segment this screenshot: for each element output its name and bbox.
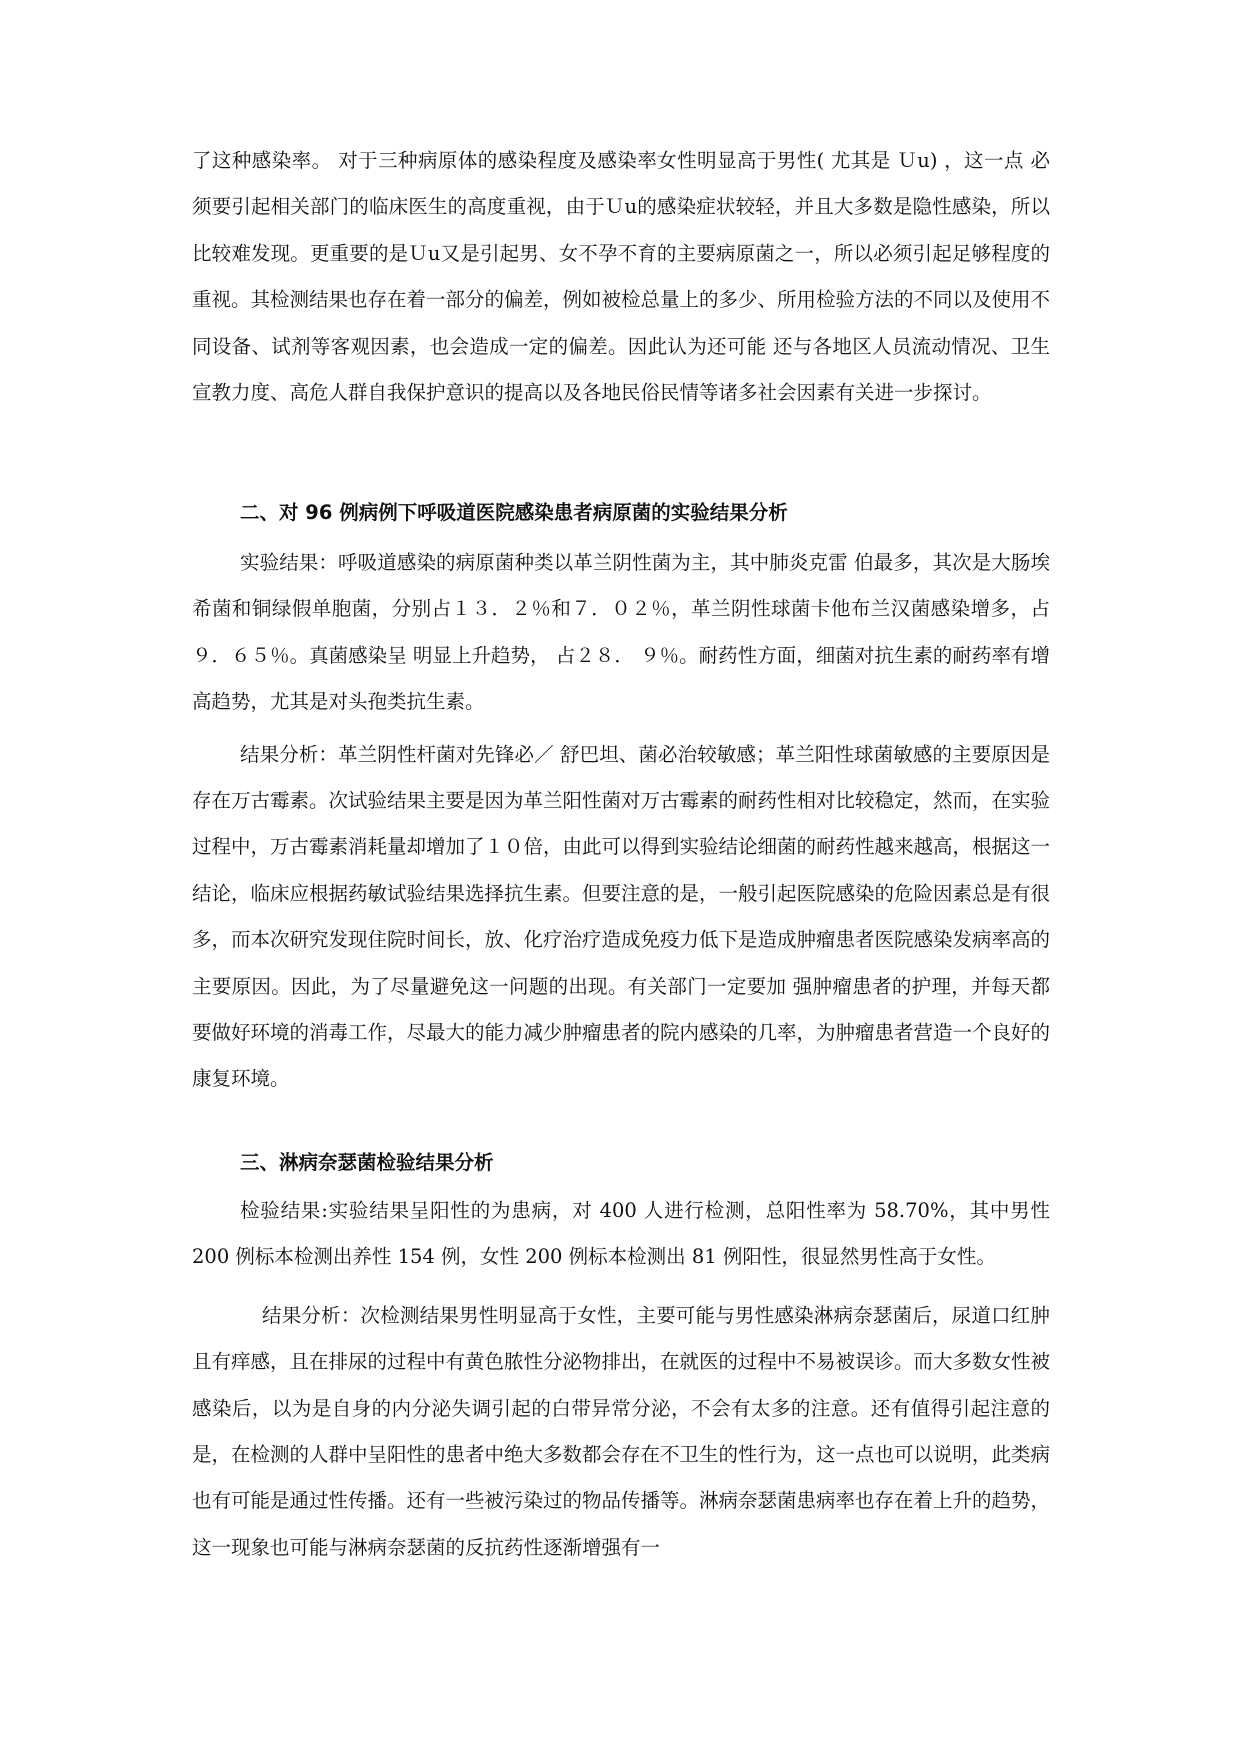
section3-results-paragraph: 检验结果:实验结果呈阳性的为患病，对 400 人进行检测，总阳性率为 58.70%，其中男性 200 例标本检测出养性 154 例，女性 200 例标本检测出 81 例阳性，很显然男性高于女性。 <box>192 1199 1050 1269</box>
section2-analysis-paragraph: 结果分析：革兰阴性杆菌对先锋必／ 舒巴坦、菌必治较敏感；革兰阳性球菌敏感的主要原因是存在万古霉素。次试验结果主要是因为革兰阳性菌对万古霉素的耐药性相对比较稳定，然而，在实验过程中，万古霉素消耗量却增加了１０倍，由此可以得到实验结论细菌的耐药性越来越高，根据这一结论，临床应根据药敏试验结果选择抗生素。但要注意的是，一般引起医院感染的危险因素总是有很多，而本次研究发现住院时间长，放、化疗治疗造成免疫力低下是造成肿瘤患者医院感染发病率高的主要原因。因此，为了尽量避免这一问题的出现。有关部门一定要加 强肿瘤患者的护理，并每天都要做好环境的消毒工作，尽最大的能力减少肿瘤患者的院内感染的几率，为肿瘤患者营造一个良好的康复环境。 <box>192 742 1051 1091</box>
section3-heading: 三、淋病奈瑟菌检验结果分析 <box>240 1151 494 1174</box>
intro-block <box>192 138 1050 416</box>
section3-block <box>192 1188 1050 1571</box>
section2-heading: 二、对 96 例病例下呼吸道医院感染患者病原菌的实验结果分析 <box>240 501 788 524</box>
section2-results-paragraph: 实验结果：呼吸道感染的病原菌种类以革兰阴性菌为主，其中肺炎克雷 伯最多，其次是大肠埃希菌和铜绿假单胞菌，分别占１３．２％和７．０２％，革兰阴性球菌卡他布兰汉菌感染增多，占９．６５％。真菌感染呈 明显上升趋势， 占２８． ９％。耐药性方面，细菌对抗生素的耐药率有增高趋势，尤其是对头孢类抗生素。 <box>192 551 1050 714</box>
section3-analysis-paragraph: 结果分析：次检测结果男性明显高于女性，主要可能与男性感染淋病奈瑟菌后，尿道口红肿且有痒感，且在排尿的过程中有黄色脓性分泌物排出，在就医的过程中不易被误诊。而大多数女性被感染后，以为是自身的内分泌失调引起的白带异常分泌，不会有太多的注意。还有值得引起注意的是，在检测的人群中呈阳性的患者中绝大多数都会存在不卫生的性行为，这一点也可以说明，此类病也有可能是通过性传播。还有一些被污染过的物品传播等。淋病奈瑟菌患病率也存在着上升的趋势，这一现象也可能与淋病奈瑟菌的反抗药性逐渐增强有一 <box>192 1303 1051 1559</box>
intro-paragraph: 了这种感染率。 对于三种病原体的感染程度及感染率女性明显高于男性( 尤其是 Ｕu) ，这一点 必须要引起相关部门的临床医生的高度重视，由于Ｕu的感染症状较轻，并且大多数是隐性感染，所以比较难发现。更重要的是Ｕu又是引起男、女不孕不育的主要病原菌之一，所以必须引起足够程度的重视。其检测结果也存在着一部分的偏差，例如被检总量上的多少、所用检验方法的不同以及使用不同设备、试剂等客观因素，也会造成一定的偏差。因此认为还可能 还与各地区人员流动情况、卫生宣教力度、高危人群自我保护意识的提高以及各地民俗民情等诸多社会因素有关进一步探讨。 <box>192 149 1051 405</box>
section2-block <box>192 540 1050 1103</box>
